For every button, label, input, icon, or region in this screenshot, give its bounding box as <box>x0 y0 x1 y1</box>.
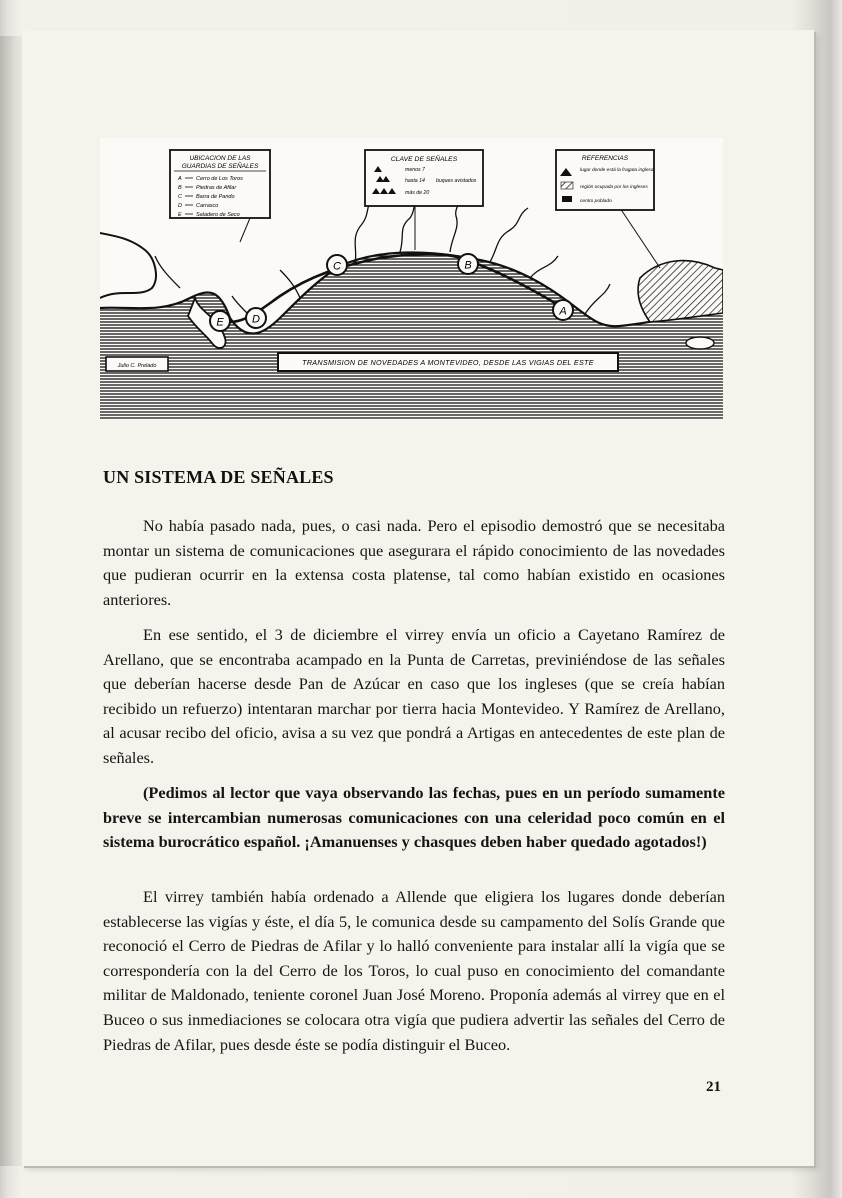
svg-text:CLAVE DE SEÑALES: CLAVE DE SEÑALES <box>390 156 458 163</box>
map-caption-banner <box>278 353 618 371</box>
town-icon <box>562 196 572 202</box>
marker-a <box>553 300 573 320</box>
location-key-e-label: Saladero de Seco <box>196 212 240 218</box>
location-key-d-label: Carrasco <box>196 203 219 209</box>
svg-text:más de 20: más de 20 <box>405 190 430 196</box>
marker-c <box>327 255 347 275</box>
marker-e <box>210 311 230 331</box>
svg-text:TRANSMISION DE NOVEDADES A MON: TRANSMISION DE NOVEDADES A MONTEVIDEO, DESDE LAS VIGIAS DEL ESTE <box>302 358 594 367</box>
svg-text:C: C <box>333 260 341 273</box>
location-key-b-key: B <box>178 185 182 191</box>
marker-b <box>458 254 478 274</box>
paragraph-3: (Pedimos al lector que vaya observando las fechas, pues en un período sumamente breve se intercambian numerosas comunicaciones con una celeridad poco común en el sistema burocrático español. ¡Amanuenses y chasques deben haber quedado agotados!) <box>103 783 725 852</box>
svg-text:D: D <box>252 313 260 326</box>
hatch-swatch-icon <box>561 182 573 189</box>
left-coast <box>100 233 156 298</box>
location-key-c-label: Barra de Pando <box>196 194 235 200</box>
page-number: 21 <box>706 1079 721 1095</box>
occupied-region <box>638 261 723 322</box>
svg-text:B: B <box>464 259 472 272</box>
svg-text:buques avistados: buques avistados <box>436 178 477 184</box>
svg-text:GUARDIAS DE SEÑALES: GUARDIAS DE SEÑALES <box>181 163 259 170</box>
svg-text:centro poblado: centro poblado <box>580 199 612 204</box>
paragraph-1: No había pasado nada, pues, o casi nada. Pero el episodio demostró que se necesitaba montar un sistema de comunicaciones que asegurara el rápido conocimiento de las novedades que pudieran ocurrir en la extensa costa platense, tal como habían existido en ocasiones anteriores. <box>103 516 725 609</box>
location-key-b-label: Piedras de Afilar <box>196 185 237 191</box>
svg-text:Julio C. Prelado: Julio C. Prelado <box>117 363 157 369</box>
paragraph-2: En ese sentido, el 3 de diciembre el virrey envía un oficio a Cayetano Ramírez de Arellano, que se encontraba acampado en la Punta de Carretas, previniéndose de las señales que deberían hacerse desde Pan de Azúcar en caso que los ingleses (que se creía habían recibido un refuerzo) intentaran marchar por tierra hacia Montevideo. Y Ramírez de Arellano, al acusar recibo del oficio, avisa a su vez que pondrá a Artigas en antecedentes de este plan de señales. <box>103 625 725 767</box>
references-box <box>556 150 654 210</box>
svg-text:UBICACION DE LAS: UBICACION DE LAS <box>189 155 251 162</box>
location-key-a-label: Cerro de Los Toros <box>196 176 243 182</box>
sea-area <box>100 252 723 420</box>
section-heading: UN SISTEMA DE SEÑALES <box>103 467 334 487</box>
svg-text:región ocupada por los inglese: región ocupada por los ingleses <box>580 185 648 190</box>
location-key-a-key: A <box>178 176 182 182</box>
svg-text:E: E <box>216 316 224 329</box>
page-left-edge <box>0 36 24 1166</box>
location-key-e-key: E <box>178 212 182 218</box>
author-box <box>106 357 168 371</box>
svg-text:A: A <box>559 305 567 318</box>
island <box>686 337 714 349</box>
map-illustration <box>100 138 723 420</box>
location-key-c-key: C <box>178 194 182 200</box>
paragraph-4: El virrey también había ordenado a Allende que eligiera los lugares donde deberían establecerse las vigías y éste, el día 5, le comunica desde su campamento del Solís Grande que reconoció el Cerro de Piedras de Afilar y lo halló conveniente para instalar allí la vigía que se correspondería con la del Cerro de los Toros, lo cual puso en conocimiento del comandante militar de Maldonado, teniente coronel Juan José Moreno. Proponía además al virrey que en el Buceo o sus inmediaciones se colocara otra vigía que pudiera advertir las señales del Cerro de Piedras de Afilar, pues desde éste se podía distinguir el Buceo. <box>103 887 725 1054</box>
svg-text:REFERENCIAS: REFERENCIAS <box>581 155 629 162</box>
svg-text:menos 7: menos 7 <box>405 167 425 173</box>
svg-text:hasta 14: hasta 14 <box>405 178 425 184</box>
signal-key-box <box>365 150 483 206</box>
marker-d <box>246 308 266 328</box>
location-key-d-key: D <box>178 203 182 209</box>
svg-text:lugar donde está la fragata in: lugar donde está la fragata inglesa <box>580 168 654 173</box>
location-key-box <box>170 150 270 218</box>
